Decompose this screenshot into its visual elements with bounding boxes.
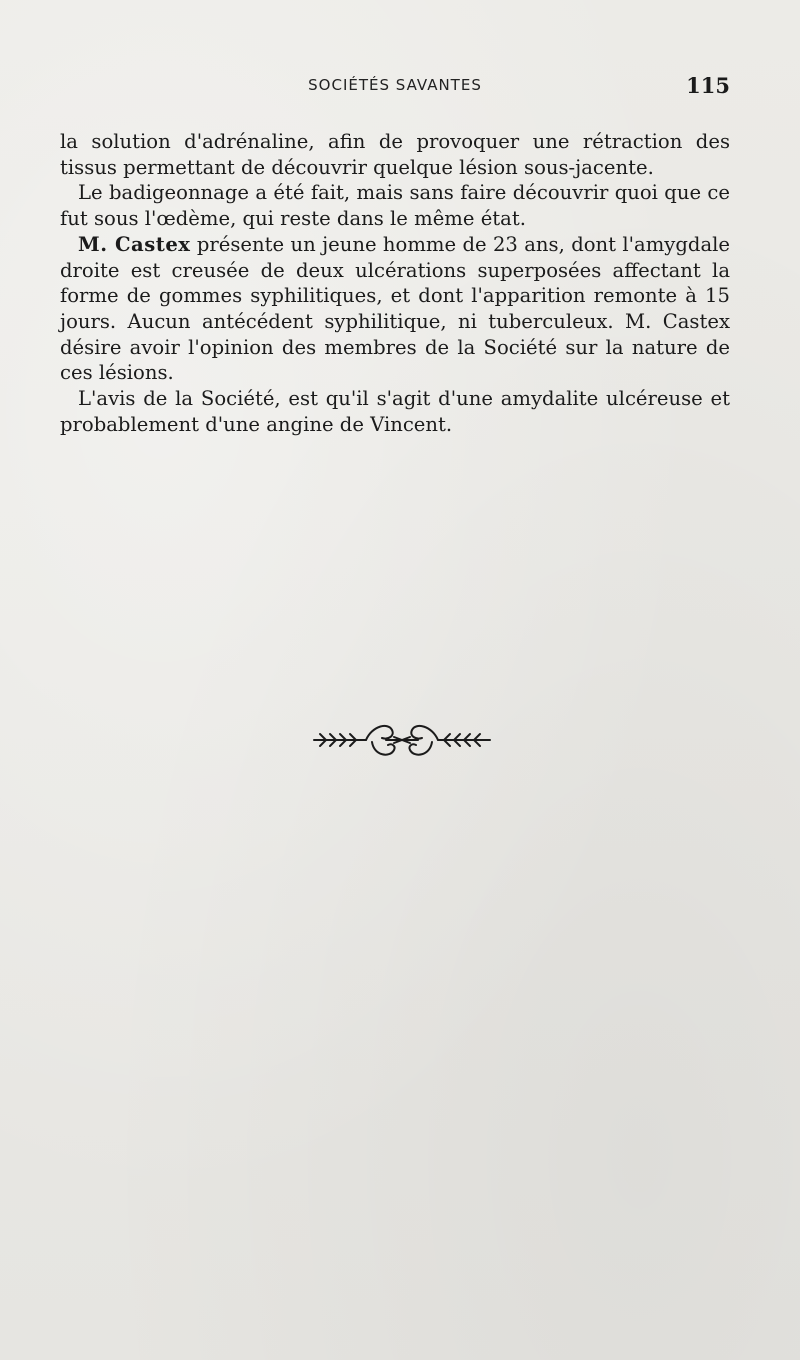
page-header [60, 73, 730, 102]
running-head: SOCIÉTÉS SAVANTES [308, 76, 482, 94]
fleuron-ornament-icon [310, 716, 494, 764]
page-number: 115 [686, 73, 730, 98]
paragraph-avis: L'avis de la Société, est qu'il s'agit d'une amydalite ulcéreuse et probablement d'une angine de Vincent. [60, 387, 730, 436]
paragraph-continuation: la solution d'adrénaline, afin de provoquer une rétraction des tissus permettant de découvrir quelque lésion sous-jacente. [60, 130, 730, 179]
speaker-name: M. Castex [78, 232, 191, 256]
paragraph-badigeonnage: Le badigeonnage a été fait, mais sans faire découvrir quoi que ce fut sous l'œdème, qui reste dans le même état. [60, 181, 730, 231]
paragraph-castex-text: présente un jeune homme de 23 ans, dont l'amygdale droite est creusée de deux ulcérations superposées affectant la forme de gommes syphilitiques, et dont l'apparition remonte à 15 jours. Aucun antécédent syphilitique, ni tuberculeux. M. Castex désire avoir l'opinion des membres de la Société sur la nature de ces lésions. [60, 232, 731, 385]
paragraph-castex [60, 232, 730, 386]
body-text [60, 129, 730, 437]
